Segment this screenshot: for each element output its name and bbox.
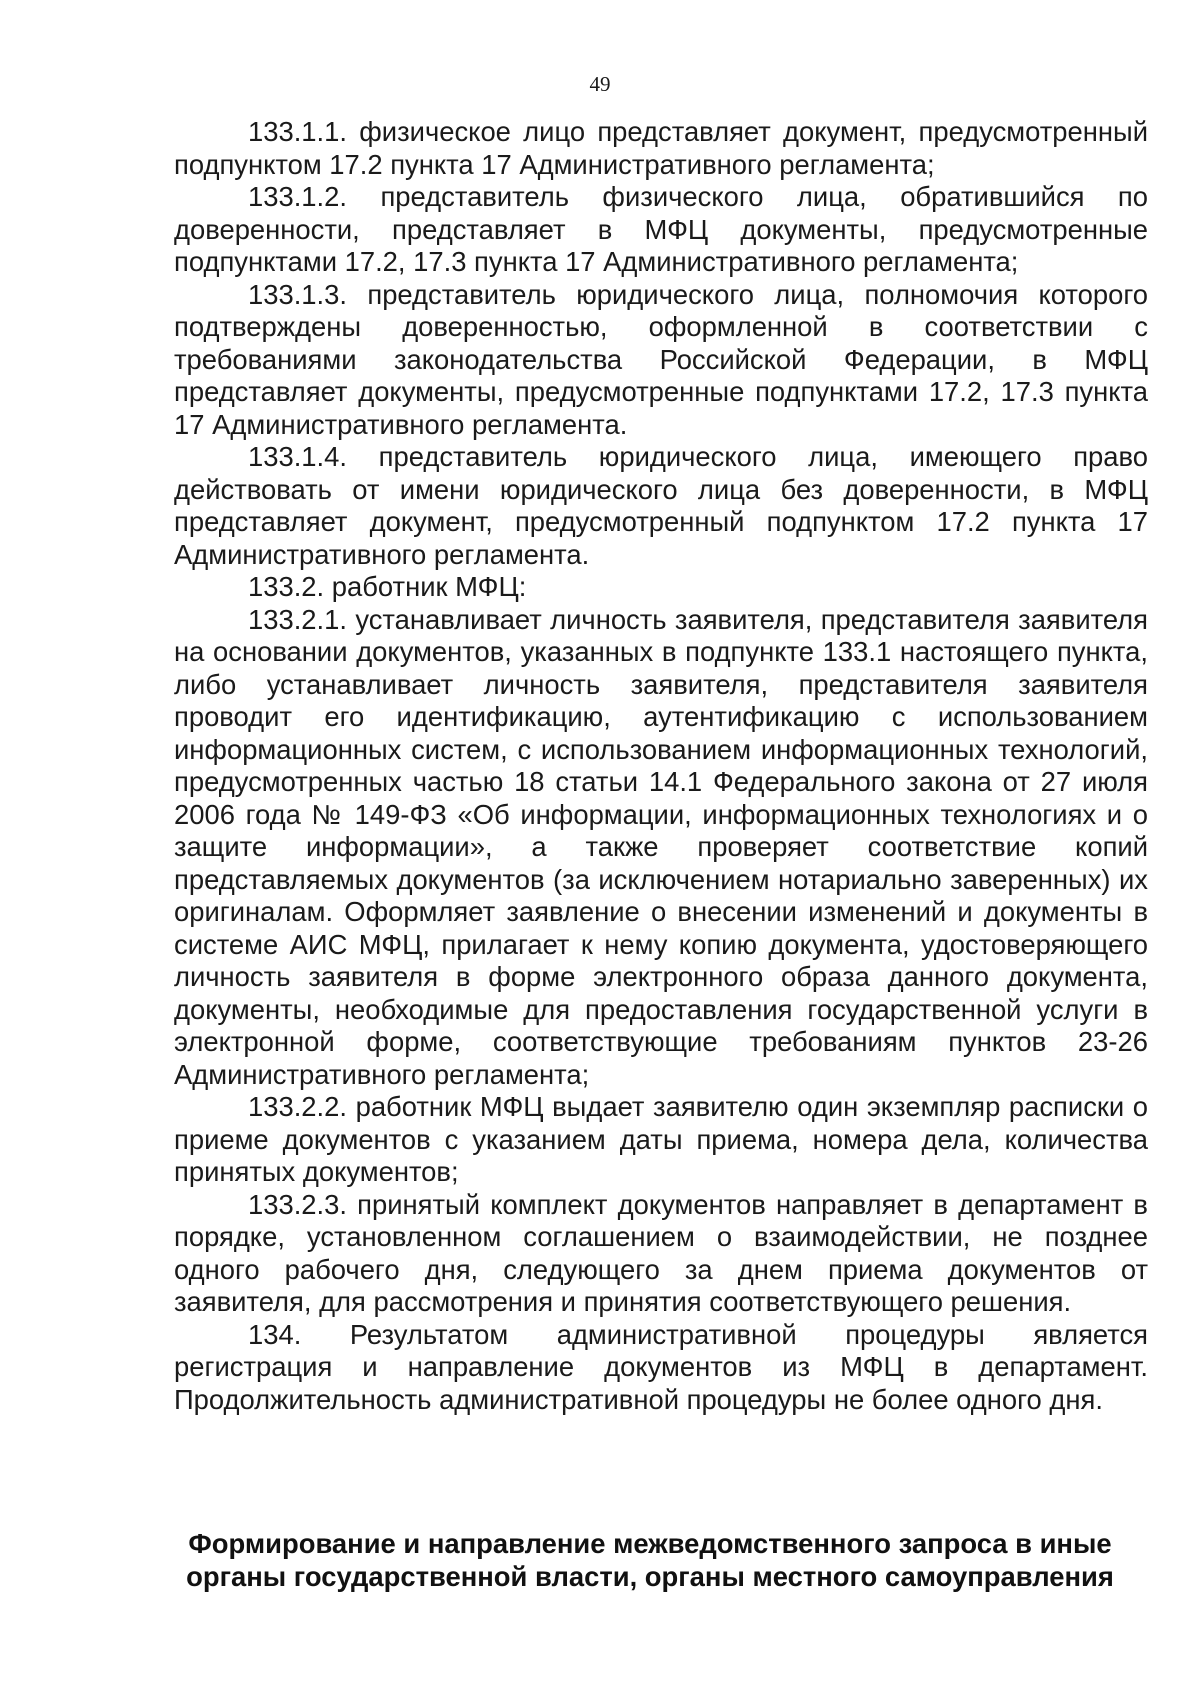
section-heading-line-2: органы государственной власти, органы местного самоуправления (186, 1561, 1114, 1592)
page-number: 49 (589, 72, 611, 96)
paragraph-133-2-1: 133.2.1. устанавливает личность заявителя, представителя заявителя на основании документов, указанных в подпункте 133.1 настоящего пункта, либо устанавливает личность заявителя, представителя заявителя проводит его идентификацию, аутентификацию с использованием информационных систем, с использованием информационных технологий, предусмотренных частью 18 статьи 14.1 Федерального закона от 27 июля 2006 года № 149-ФЗ «Об информации, информационных технологиях и о защите информации», а также проверяет соответствие копий представляемых документов (за исключением нотариально заверенных) их оригиналам. Оформляет заявление о внесении изменений и документы в системе АИС МФЦ, прилагает к нему копию документа, удостоверяющего личность заявителя в форме электронного образа данного документа, документы, необходимые для предоставления государственной услуги в электронной форме, соответствующие требованиям пунктов 23-26 Административного регламента; (174, 603, 1148, 1090)
body-text (174, 116, 1148, 1416)
section-heading (150, 1527, 1150, 1593)
paragraph-133-1-3: 133.1.3. представитель юридического лица, полномочия которого подтверждены доверенностью, оформленной в соответствии с требованиями законодательства Российской Федерации, в МФЦ представляет документы, предусмотренные подпунктами 17.2, 17.3 пункта 17 Административного регламента. (174, 278, 1148, 440)
paragraph-133-2-3: 133.2.3. принятый комплект документов направляет в департамент в порядке, установленном соглашением о взаимодействии, не позднее одного рабочего дня, следующего за днем приема документов от заявителя, для рассмотрения и принятия соответствующего решения. (174, 1188, 1148, 1317)
paragraph-133-2-2: 133.2.2. работник МФЦ выдает заявителю один экземпляр расписки о приеме документов с указанием даты приема, номера дела, количества принятых документов; (174, 1091, 1148, 1187)
paragraph-133-2: 133.2. работник МФЦ: (248, 571, 527, 602)
paragraph-133-1-4: 133.1.4. представитель юридического лица, имеющего право действовать от имени юридического лица без доверенности, в МФЦ представляет документ, предусмотренный подпунктом 17.2 пункта 17 Административного регламента. (174, 441, 1148, 570)
paragraph-133-1-1: 133.1.1. физическое лицо представляет документ, предусмотренный подпунктом 17.2 пункта 17 Административного регламента; (174, 116, 1148, 180)
paragraph-133-1-2: 133.1.2. представитель физического лица, обратившийся по доверенности, представляет в МФЦ документы, предусмотренные подпунктами 17.2, 17.3 пункта 17 Административного регламента; (174, 181, 1148, 277)
paragraph-134: 134. Результатом административной процедуры является регистрация и направление документов из МФЦ в департамент. Продолжительность административной процедуры не более одного дня. (174, 1318, 1148, 1415)
section-heading-line-1: Формирование и направление межведомственного запроса в иные (188, 1528, 1112, 1559)
